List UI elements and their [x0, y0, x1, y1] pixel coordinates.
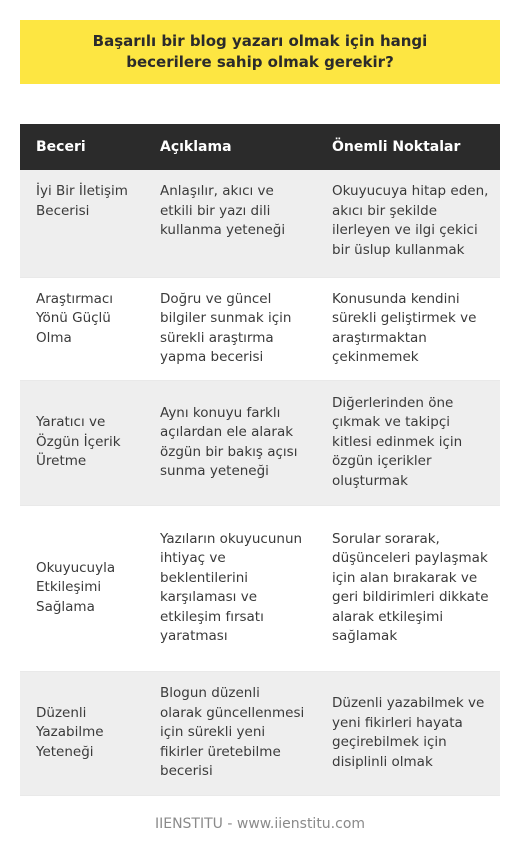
- description-cell: Aynı konuyu farklı açılardan ele alarak özgün bir bakış açısı sunma yeteneği: [144, 380, 316, 505]
- key-points-cell: Konusunda kendini sürekli geliştirmek ve araştırmaktan çekinmemek: [316, 277, 500, 380]
- skill-cell: Okuyucuyla Etkileşimi Sağlama: [20, 505, 144, 671]
- column-header-key-points: Önemli Noktalar: [316, 124, 500, 170]
- skill-cell: Yaratıcı ve Özgün İçerik Üretme: [20, 380, 144, 505]
- table-row: [20, 671, 500, 795]
- table-row: [20, 505, 500, 671]
- column-header-skill: Beceri: [20, 124, 144, 170]
- table-row: [20, 380, 500, 505]
- skills-table: [20, 124, 500, 796]
- key-points-cell: Okuyucuya hitap eden, akıcı bir şekilde ilerleyen ve ilgi çekici bir üslup kullanmak: [316, 170, 500, 277]
- table-row: [20, 170, 500, 277]
- description-cell: Anlaşılır, akıcı ve etkili bir yazı dili kullanma yeteneği: [144, 170, 316, 277]
- table-row: [20, 277, 500, 380]
- key-points-cell: Diğerlerinden öne çıkmak ve takipçi kitlesi edinmek için özgün içerikler oluşturmak: [316, 380, 500, 505]
- key-points-cell: Düzenli yazabilmek ve yeni fikirleri hayata geçirebilmek için disiplinli olmak: [316, 671, 500, 795]
- description-cell: Doğru ve güncel bilgiler sunmak için sürekli araştırma yapma becerisi: [144, 277, 316, 380]
- page-title: Başarılı bir blog yazarı olmak için hangi becerilere sahip olmak gerekir?: [92, 32, 428, 71]
- skill-cell: Araştırmacı Yönü Güçlü Olma: [20, 277, 144, 380]
- column-header-description: Açıklama: [144, 124, 316, 170]
- description-cell: Blogun düzenli olarak güncellenmesi için sürekli yeni fikirler üretebilme becerisi: [144, 671, 316, 795]
- skill-cell: İyi Bir İletişim Becerisi: [20, 170, 144, 277]
- page-title-banner: [20, 20, 500, 84]
- footer-credit: IIENSTITU - www.iienstitu.com: [154, 816, 366, 832]
- table-header-row: [20, 124, 500, 170]
- description-cell: Yazıların okuyucunun ihtiyaç ve beklentilerini karşılaması ve etkileşim fırsatı yaratması: [144, 505, 316, 671]
- skill-cell: Düzenli Yazabilme Yeteneği: [20, 671, 144, 795]
- key-points-cell: Sorular sorarak, düşünceleri paylaşmak için alan bırakarak ve geri bildirimleri dikkate alarak etkileşimi sağlamak: [316, 505, 500, 671]
